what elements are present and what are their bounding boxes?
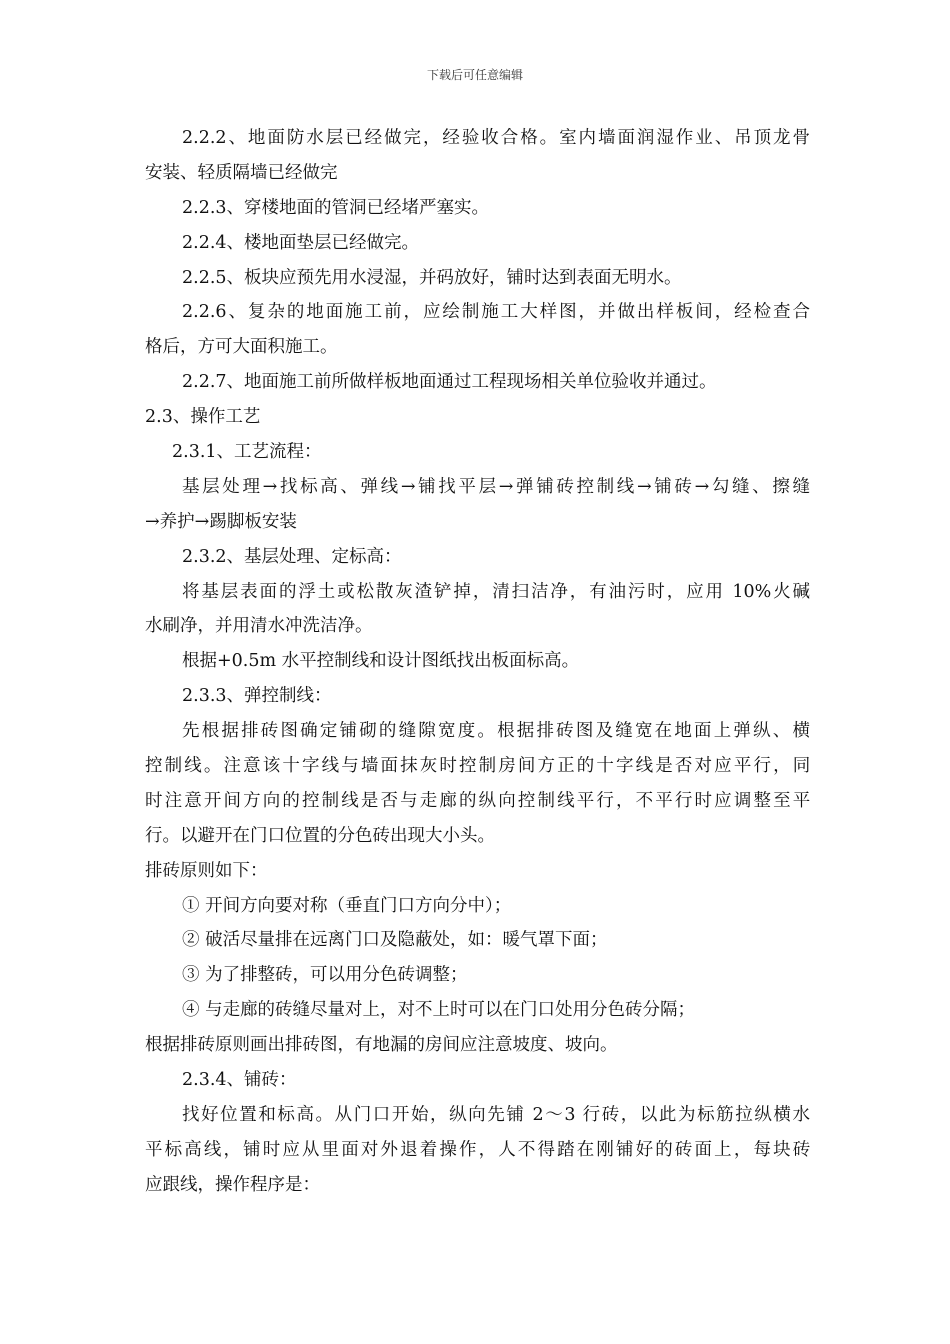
list-item: ③ 为了排整砖，可以用分色砖调整； [182,965,468,986]
list-item: ① 开间方向要对称（垂直门口方向分中）； [182,895,512,916]
paragraph-line: 水刷净，并用清水冲洗洁净。 [145,616,373,637]
paragraph-line: 格后，方可大面积施工。 [145,337,338,358]
paragraph-line: →养护→踢脚板安装 [145,511,297,532]
paragraph-line: 先根据排砖图确定铺砌的缝隙宽度。根据排砖图及缝宽在地面上弹纵、横 [182,721,810,742]
paragraph-line: 2.2.3、穿楼地面的管洞已经堵严塞实。 [182,197,490,218]
paragraph-line: 排砖原则如下： [145,860,268,881]
section-heading: 2.3、操作工艺 [145,407,261,428]
paragraph-line: 平标高线，铺时应从里面对外退着操作，人不得踏在刚铺好的砖面上，每块砖 [145,1139,810,1160]
subsection-heading: 2.3.2、基层处理、定标高： [182,546,402,567]
subsection-heading: 2.3.4、铺砖： [182,1070,297,1091]
paragraph-line: 基层处理→找标高、弹线→铺找平层→弹铺砖控制线→铺砖→勾缝、擦缝 [182,476,810,497]
subsection-heading: 2.3.1、工艺流程： [172,442,322,463]
paragraph-line: 找好位置和标高。从门口开始，纵向先铺 2～3 行砖，以此为标筋拉纵横水 [182,1104,810,1125]
paragraph-line: 2.2.7、地面施工前所做样板地面通过工程现场相关单位验收并通过。 [182,372,717,393]
paragraph-line: 2.2.2、地面防水层已经做完，经验收合格。室内墙面润湿作业、吊顶龙骨 [182,128,810,148]
paragraph-line: 2.2.6、复杂的地面施工前，应绘制施工大样图，并做出样板间，经检查合 [182,302,810,323]
document-body [145,121,810,1203]
page-header-note: 下载后可任意编辑 [426,68,523,82]
paragraph-line: 应跟线，操作程序是： [145,1174,320,1195]
list-item: ④ 与走廊的砖缝尽量对上，对不上时可以在门口处用分色砖分隔； [182,1000,696,1021]
paragraph-line: 根据+0.5m 水平控制线和设计图纸找出板面标高。 [182,651,580,672]
subsection-heading: 2.3.3、弹控制线： [182,686,332,707]
paragraph-line: 根据排砖原则画出排砖图，有地漏的房间应注意坡度、坡向。 [145,1035,618,1056]
list-item: ② 破活尽量排在远离门口及隐蔽处，如：暖气罩下面； [182,930,608,951]
paragraph-line: 时注意开间方向的控制线是否与走廊的纵向控制线平行，不平行时应调整至平 [145,790,810,811]
paragraph-line: 控制线。注意该十字线与墙面抹灰时控制房间方正的十字线是否对应平行，同 [145,756,810,777]
paragraph-line: 将基层表面的浮土或松散灰渣铲掉，清扫洁净，有油污时，应用 10%火碱 [182,581,810,602]
paragraph-line: 2.2.4、楼地面垫层已经做完。 [182,232,420,253]
paragraph-line: 安装、轻质隔墙已经做完 [145,162,338,183]
paragraph-line: 行。以避开在门口位置的分色砖出现大小头。 [145,825,495,846]
paragraph-line: 2.2.5、板块应预先用水浸湿，并码放好，铺时达到表面无明水。 [182,267,682,288]
